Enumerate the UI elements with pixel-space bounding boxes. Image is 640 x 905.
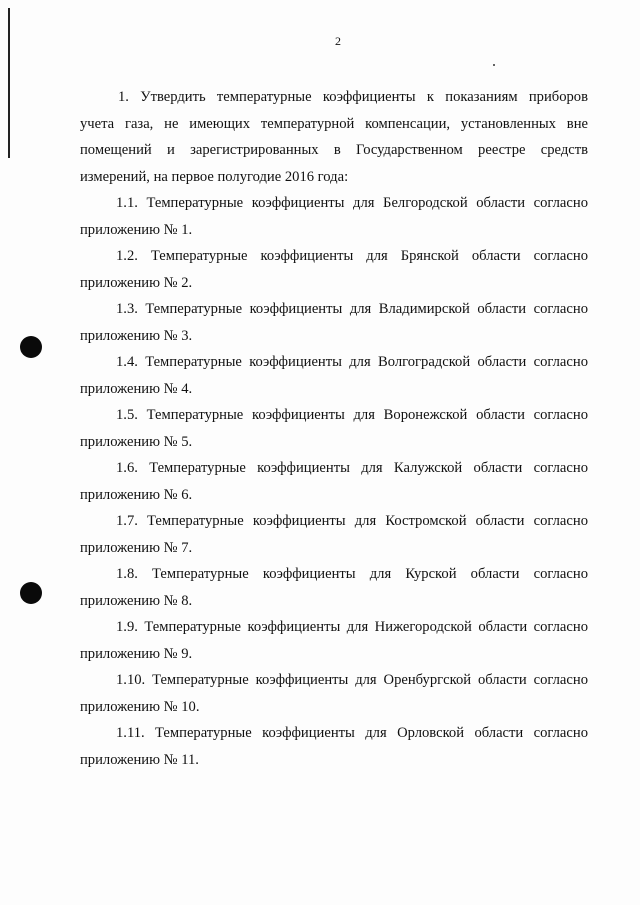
intro-line: измерений, на первое полугодие 2016 года: <box>80 168 349 185</box>
list-item <box>80 402 588 455</box>
page-number: 2 <box>335 34 341 48</box>
item-line-main: 1.10. Температурные коэффициенты для Оренбургской области согласно <box>116 672 588 688</box>
item-line-main: 1.9. Температурные коэффициенты для Нижегородской области согласно <box>116 619 588 635</box>
items-list <box>80 190 588 773</box>
document-body <box>80 84 588 773</box>
scan-edge-line <box>8 8 10 158</box>
item-line-reference: приложению № 9. <box>80 645 193 662</box>
item-line-main: 1.3. Температурные коэффициенты для Владимирской области согласно <box>116 301 588 317</box>
punch-hole-icon <box>20 582 42 604</box>
list-item <box>80 349 588 402</box>
item-line-reference: приложению № 6. <box>80 486 193 503</box>
list-item <box>80 190 588 243</box>
list-item <box>80 455 588 508</box>
item-line-main: 1.1. Температурные коэффициенты для Белгородской области согласно <box>116 195 588 211</box>
list-item <box>80 243 588 296</box>
item-line-main: 1.5. Температурные коэффициенты для Воронежской области согласно <box>116 407 588 423</box>
item-line-main: 1.11. Температурные коэффициенты для Орловской области согласно <box>116 725 588 741</box>
item-line-reference: приложению № 10. <box>80 698 200 715</box>
item-line-reference: приложению № 8. <box>80 592 193 609</box>
intro-paragraph <box>80 84 588 190</box>
item-line-reference: приложению № 4. <box>80 380 193 397</box>
item-line-main: 1.6. Температурные коэффициенты для Калужской области согласно <box>116 460 588 476</box>
list-item <box>80 296 588 349</box>
item-line-reference: приложению № 3. <box>80 327 193 344</box>
scan-speck <box>493 64 495 66</box>
item-line-main: 1.8. Температурные коэффициенты для Курской области согласно <box>116 566 588 582</box>
item-line-main: 1.7. Температурные коэффициенты для Костромской области согласно <box>116 513 588 529</box>
list-item <box>80 720 588 773</box>
item-line-main: 1.4. Температурные коэффициенты для Волгоградской области согласно <box>116 354 588 370</box>
item-line-reference: приложению № 2. <box>80 274 193 291</box>
list-item <box>80 561 588 614</box>
list-item <box>80 614 588 667</box>
item-line-reference: приложению № 5. <box>80 433 193 450</box>
list-item <box>80 667 588 720</box>
item-line-reference: приложению № 11. <box>80 751 199 768</box>
item-line-main: 1.2. Температурные коэффициенты для Брянской области согласно <box>116 248 588 264</box>
item-line-reference: приложению № 1. <box>80 221 193 238</box>
item-line-reference: приложению № 7. <box>80 539 193 556</box>
punch-hole-icon <box>20 336 42 358</box>
intro-line: помещений и зарегистрированных в Государственном реестре средств <box>80 142 588 158</box>
intro-line: учета газа, не имеющих температурной компенсации, установленных вне <box>80 115 588 132</box>
list-item <box>80 508 588 561</box>
intro-line: 1. Утвердить температурные коэффициенты к показаниям приборов <box>118 89 588 105</box>
